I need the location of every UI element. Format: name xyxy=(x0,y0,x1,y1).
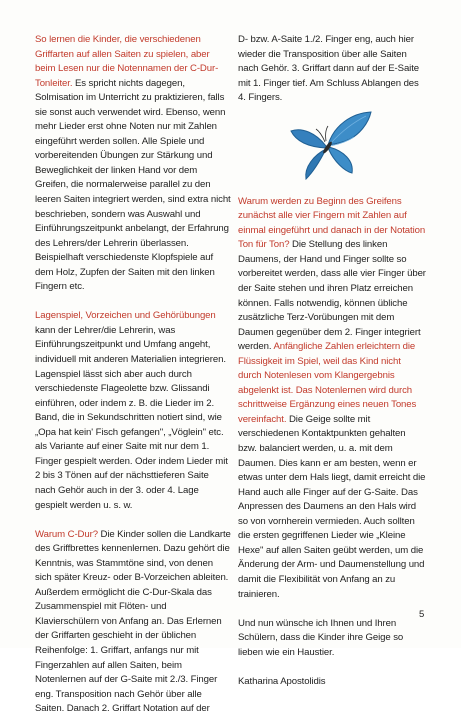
butterfly-lower-right-wing xyxy=(329,147,352,173)
heading-warum-c-dur: Warum C-Dur? xyxy=(35,528,98,540)
text-warum-c-dur: Die Kinder sollen die Landkarte des Griffbrettes kennenlernen. Dazu gehört die Kenntnis, was Stammtöne sind, von denen sich später Kreuz- oder B-Vorzeichen ableiten. Außerdem ermöglicht die C-Dur-Skala das Zusammenspiel mit Flöten- und Klavierschülern von Anfang an. Das Erlernen der Griffarten geschieht in der üblichen Reihenfolge: 1. Griffart, anfangs nur mit Fingerzahlen auf allen Saiten, beim Notenlernen auf der G-Saite mit 2./3. Finger eng. Transposition nach Gehör über alle Saiten. Danach 2. Griffart Notation auf der xyxy=(35,528,231,715)
page-number: 5 xyxy=(419,609,425,620)
butterfly-icon xyxy=(288,111,374,183)
paragraph-griffarten xyxy=(35,33,231,295)
right-column xyxy=(238,33,426,689)
highlight-zahlen: Anfängliche Zahlen erleichtern die Flüssigkeit im Spiel, weil das Kind nicht durch Notenlesen vom Klangergebnis abgelenkt ist. Das Notenlernen wird durch schrittweise Ergänzung eines neuen Tones vereinfacht. xyxy=(238,341,417,425)
paragraph-closing: Und nun wünsche ich Ihnen und Ihren Schülern, dass die Kinder ihre Geige so lieben wie ein Haustier. xyxy=(238,617,404,658)
text-warum-vier-finger-a: Die Stellung des linken Daumens, der Hand und Finger sollte so vorbereitet werden, dass alle vier Finger über der Saite stehen und ihren Platz erreichen können. Falls notwendig, können übliche zusätzliche Terz-Vorübungen mit dem Daumen gegenüber dem 2. Finger integriert werden. xyxy=(238,239,426,353)
text-warum-vier-finger-b: Die Geige sollte mit verschiedenen Kontaktpunkten gehalten bzw. balanciert werden, u. a. mit dem Daumen. Dies kann er am besten, wenn er etwas unter dem Hals liegt, damit erreicht die Hand auch alle Finger auf der G-Saite. Das Anpressen des Daumens an den Hals wird so von vornherein vermieden. Auch sollten die ersten gegriffenen Lieder wie „Kleine Hexe" auf allen Saiten geübt werden, um die Änderung der Arm- und Daumenstellung und damit die Flexibilität von Anfang an zu trainieren. xyxy=(238,413,426,600)
left-column xyxy=(35,33,231,717)
paragraph-lagenspiel xyxy=(35,309,231,513)
butterfly-upper-left-wing xyxy=(291,130,326,148)
illustration-gap xyxy=(238,183,426,195)
paragraph-griffart-continued: D- bzw. A-Saite 1./2. Finger eng, auch hier wieder die Transposition über alle Saiten nach Gehör. 3. Griffart dann auf der E-Saite mit 1. Finger tief. Am Schluss Ablangen des 4. Fingers. xyxy=(238,34,420,104)
paragraph-warum-c-dur xyxy=(35,528,231,717)
heading-warum-vier-finger: Warum werden zu Beginn des Greifens zunächst alle vier Fingern mit Zahlen auf einmal eingeführt und danach in der Notation Ton für Ton? xyxy=(238,195,426,251)
paragraph-gap xyxy=(35,513,231,528)
author-signature: Katharina Apostolidis xyxy=(238,675,326,687)
paragraph-warum-vier-finger xyxy=(238,195,426,602)
text-griffarten: Es spricht nichts dagegen, Solmisation im Unterricht zu praktizieren, falls sie sonst auch verwendet wird. Ebenso, wenn mehr Lieder erst ohne Noten nur mit Zahlen eingeführt werden sollen. Alle Spiele und vorbereitenden Übungen zur Stärkung und Beweglichkeit der linken Hand vor dem Greifen, die normalerweise parallel zu den leeren Saiten integriert werden, sind extra nicht beschrieben, sondern was Auswahl und Einführungszeitpunkt anbelangt, der Erfahrung des Lehrers/der Lehrerin überlassen. Beispielhaft verschiedenste Klopfspiele auf dem Holz, Zupfen der Saiten mit den linken Fingern etc. xyxy=(35,77,231,293)
paragraph-gap xyxy=(238,660,426,675)
text-lagenspiel: kann der Lehrer/die Lehrerin, was Einführungszeitpunkt und Umfang angeht, individuell mit anderen Materialien integrieren. Lagenspiel lässt sich aber auch durch verschiedenste Flageolette bzw. Glissandi einführen, oder indem z. B. die Lieder im 2. Band, die in Sekundschritten notiert sind, wie „Opa hat kein' Fisch gefangen", „Vöglein" etc. als Variante auf einer Saite mit nur dem 1. Finger gespielt werden. Oder indem Lieder mit 2 bis 3 Tönen auf der nächsttieferen Saite nach Gehör auch in der 3. oder 4. Lage gespielt werden u. s. w. xyxy=(35,324,228,511)
highlight-griffarten: So lernen die Kinder, die verschiedenen Griffarten auf allen Saiten zu spielen, aber beim Lesen nur die Notennamen der C-Dur-Tonleiter. xyxy=(35,34,219,89)
heading-lagenspiel: Lagenspiel, Vorzeichen und Gehörübungen xyxy=(35,310,216,322)
butterfly-lower-left-wing xyxy=(306,149,326,179)
paragraph-gap xyxy=(35,295,231,310)
paragraph-gap xyxy=(238,602,426,617)
